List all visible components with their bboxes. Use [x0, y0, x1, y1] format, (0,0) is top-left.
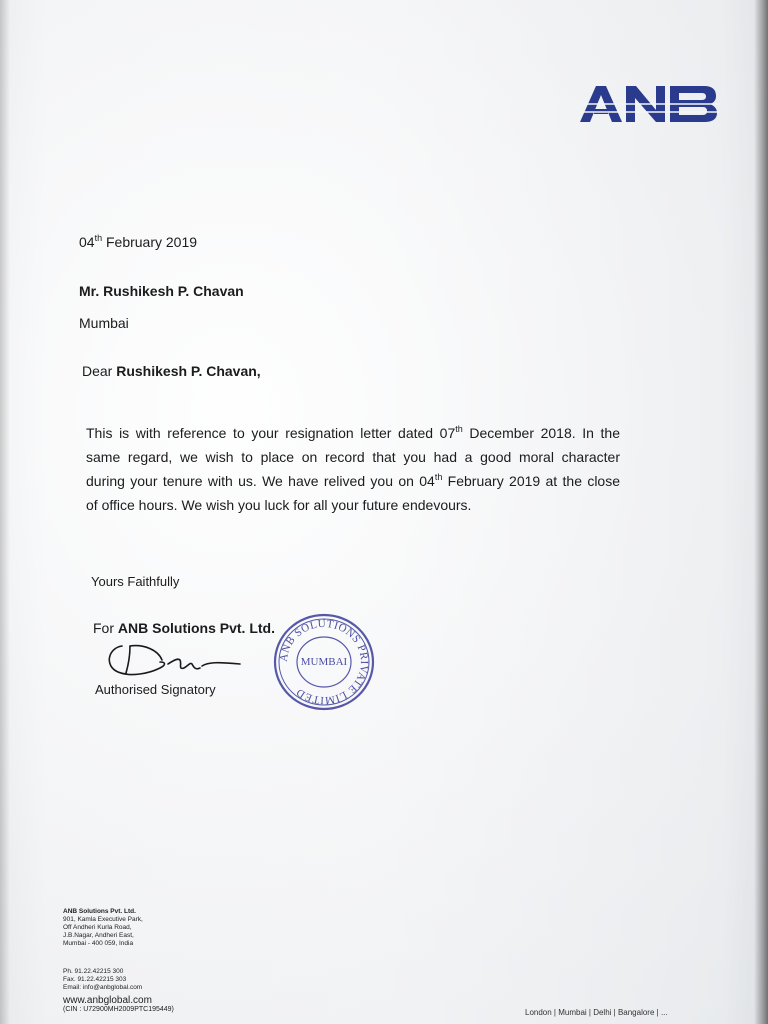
footer-address-line: Mumbai - 400 059, India [63, 940, 134, 947]
footer-fax: Fax. 91.22.42215 303 [63, 976, 127, 983]
authorised-signatory: Authorised Signatory [95, 682, 216, 697]
anb-logo [580, 82, 720, 126]
footer-email: Email: info@anbglobal.com [63, 984, 143, 991]
signature-image [100, 640, 250, 680]
body-line-4: of office hours. We wish you luck for all your future endevours. [86, 497, 472, 513]
for-company: For ANB Solutions Pvt. Ltd. [93, 620, 275, 636]
footer-address [63, 908, 143, 948]
body-line-2: same regard, we wish to place on record that you had a good moral character [86, 449, 620, 465]
footer-address-line: 901, Kamla Executive Park, [63, 916, 143, 923]
footer-phone: Ph. 91.22.42215 300 [63, 968, 124, 975]
footer-website: www.anbglobal.com [63, 995, 152, 1006]
footer-company: ANB Solutions Pvt. Ltd. [63, 908, 136, 915]
page-edge-shadow [754, 0, 768, 1024]
letter-date: 04th February 2019 [79, 233, 198, 250]
footer-contact [63, 968, 142, 992]
salutation: Dear Rushikesh P. Chavan, [82, 363, 261, 379]
recipient-city: Mumbai [79, 315, 129, 331]
body-line-1: This is with reference to your resignation letter dated 07th December 2018. In the [86, 424, 620, 441]
stamp-center-text: MUMBAI [300, 656, 348, 668]
recipient-name: Mr. Rushikesh P. Chavan [79, 283, 244, 299]
footer-cities: London | Mumbai | Delhi | Bangalore | ... [525, 1008, 668, 1017]
footer-address-line: Off Andheri Kurla Road, [63, 924, 132, 931]
svg-text:ANB SOLUTIONS PRIVATE LIMITED: ANB SOLUTIONS PRIVATE LIMITED [277, 617, 371, 707]
body-line-3: during your tenure with us. We have relived you on 04th February 2019 at the close [86, 472, 620, 489]
footer-address-line: J.B.Nagar, Andheri East, [63, 932, 134, 939]
footer-cin: (CIN : U72900MH2009PTC195449) [63, 1006, 174, 1013]
closing: Yours Faithfully [91, 574, 180, 589]
company-stamp [272, 612, 376, 712]
page-left-shadow [0, 0, 10, 1024]
